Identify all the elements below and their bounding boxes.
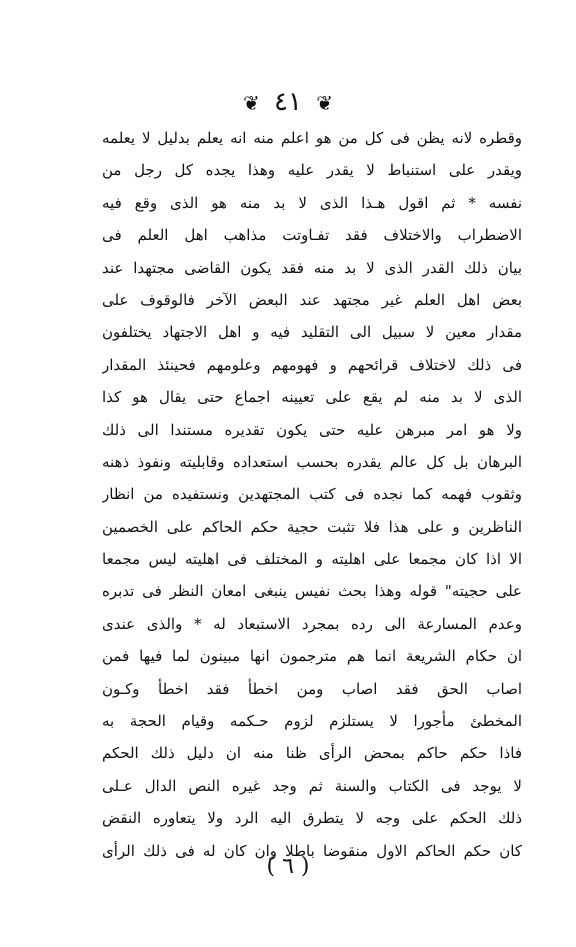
text-line: الناظرين و على هذا فلا تثبت حجية حكم الحاكم على الخصمين	[102, 517, 522, 536]
text-line: على حجيته" قوله وهذا بحث نفيس ينبغى امعان النظر فى تدبره	[102, 582, 522, 601]
text-line: الاضطراب والاختلاف فقد تفـاوتت مذاهب اهل العلم فى	[102, 226, 522, 245]
text-line: نفسه * ثم اقول هـذا الذى لا بد منه هو الذى وقع فيه	[102, 193, 522, 212]
text-line: البرهان بل كل عالم يقدره بحسب استعداده وقابليته ونفوذ ذهنه	[102, 452, 522, 471]
ornament-right-icon: ❦	[316, 91, 333, 115]
text-line: كان حكم الحاكم الاول منقوضا باطلا وان كان له فى ذلك الرأى	[102, 841, 522, 860]
body-text	[102, 122, 522, 867]
text-line: الذى لا بد منه لم يقع على تعيينه اجماع حتى يقال هو كذا	[102, 388, 522, 407]
text-line: بيان ذلك القدر الذى لا بد منه فقد يكون القاضى مجتهدا عند	[102, 258, 522, 277]
text-line: ان حكام الشريعة انما هم مترجمون انها مبينون لما فيها فمن	[102, 647, 522, 666]
footer-page-number: ( ٦ )	[266, 854, 310, 879]
text-line: وعدم المسارعة الى رده بمجرد الاستبعاد له * والذى عندى	[102, 614, 522, 633]
text-line: وثقوب فهمه كما نجده فى كتب المجتهدين ونستفيده من انظار	[102, 485, 522, 504]
header-page-number: ٤١	[274, 87, 302, 117]
text-line: لا يوجد فى الكتاب والسنة ثم وجد غيره النص الدال عـلى	[102, 776, 522, 795]
text-line: ولا هو امر مبرهن عليه حتى يكون تقديره مستندا الى ذلك	[102, 420, 522, 439]
text-line: الا اذا كان مجمعا على اهليته و المختلف فى اهليته ليس مجمعا	[102, 550, 522, 569]
text-line: بعض اهل العلم غير مجتهد عند البعض الآخر فالوقوف على	[102, 290, 522, 309]
text-line: مقدار معين لا سبيل الى التقليد فيه و اهل الاجتهاد يختلفون	[102, 323, 522, 342]
text-line: المخطئ مأجورا لا يستلزم لزوم حـكمه وقيام الحجة به	[102, 712, 522, 731]
ornament-left-icon: ❦	[243, 91, 260, 115]
text-line: ويقدر على استنباط لا يقدر عليه وهذا يجده كل رجل من	[102, 161, 522, 180]
text-line: ذلك الحكم على وجه لا يتطرق اليه الرد ولا يتعاوره النقض	[102, 809, 522, 828]
text-line: فى ذلك لاختلاف قرائحهم و فهومهم وعلومهم فحينئذ المقدار	[102, 355, 522, 374]
page-header	[0, 86, 576, 119]
text-line: اصاب الحق فقد اصاب ومن اخطأ فقد اخطأ وكـون	[102, 679, 522, 698]
text-line: فاذا حكم حاكم بمحض الرأى ظنا منه ان دليل ذلك الحكم	[102, 744, 522, 763]
page-footer	[0, 852, 576, 882]
text-line: وقطره لانه يظن فى كل من هو اعلم منه انه يعلم بدليل لا يعلمه	[102, 129, 522, 147]
